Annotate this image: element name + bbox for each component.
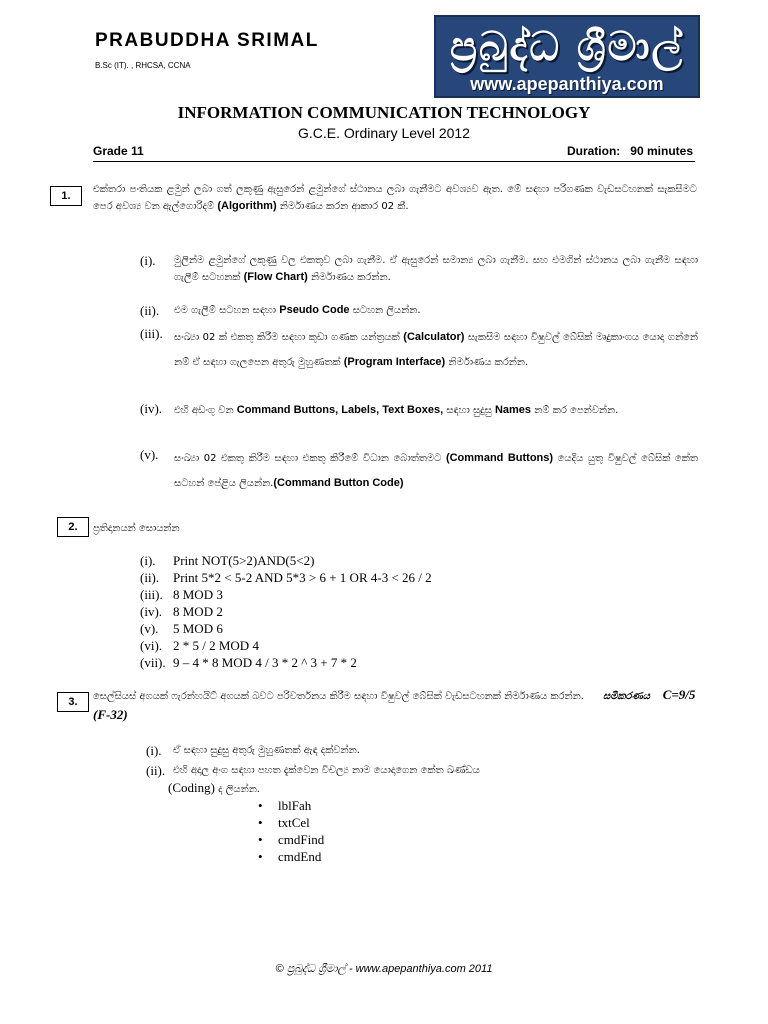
q2-item xyxy=(140,654,432,671)
q1-item-2-part: එම ගැලීම් සටහන සඳහා xyxy=(174,305,280,316)
q1-item-1-number: (i). xyxy=(140,253,156,268)
q2-item-number: (i). xyxy=(140,553,156,568)
q2-item-text: Print NOT(5>2)AND(5<2) xyxy=(173,553,315,568)
question-3-number: 3. xyxy=(57,692,89,712)
exam-level: G.C.E. Ordinary Level 2012 xyxy=(298,125,470,141)
q1-item-2-bold: Pseudo Code xyxy=(279,304,350,316)
list-item xyxy=(258,814,324,831)
q1-item-1-bold: (Flow Chart) xyxy=(243,271,308,283)
q1-item-4-part: එහි අඩංගු වන xyxy=(174,405,237,416)
q1-item-3-part: නිර්මාණය කරන්න. xyxy=(445,357,529,368)
q1-item-4-part: නම් කර පෙන්වන්න. xyxy=(531,405,619,416)
q1-item-4-bold: Names xyxy=(494,404,532,416)
q1-item-5-bold: (Command Button Code) xyxy=(273,477,404,489)
q2-item xyxy=(140,620,432,637)
author-credentials: B.Sc (IT). , RHCSA, CCNA xyxy=(95,61,191,70)
q1-item-4-bold: Command Buttons, Labels, Text Boxes, xyxy=(236,404,444,416)
q1-item-1-part: මුලින්ම ළමුන්ගේ ලකුණු වල එකතුව ලබා ගැනීම. ඒ ඇසුරෙන් සමාන්‍ය ලබා ගැනීම. සහ එමගින් ස්ථානය ලබා ගැනීම සඳහා ගැලීම් සටහනක් xyxy=(174,255,698,283)
bullet-icon: • xyxy=(258,832,263,847)
q1-item-3-part: සැකසීම සඳහා විෂුවල් බේසික් මෘදුකාංගය යොදා ගන්නේ නම් ඒ සඳහා ගැලපෙන අතුරු මුහුණතක් xyxy=(174,332,698,368)
q2-item-number: (vii). xyxy=(140,655,166,670)
brand-logo xyxy=(434,15,700,98)
variable-name: txtCel xyxy=(278,815,310,830)
grade-label: Grade 11 xyxy=(93,144,144,158)
list-item xyxy=(258,831,324,848)
q2-item-text: 8 MOD 2 xyxy=(173,604,223,619)
q3-item-2-number: (ii). xyxy=(146,763,166,778)
question-2-number: 2. xyxy=(57,517,89,537)
q1-item-3-text xyxy=(174,325,698,375)
q1-item-3-bold: (Calculator) xyxy=(403,331,465,343)
q1-item-5-bold: (Command Buttons) xyxy=(445,452,554,464)
q3-coding-term: (Coding) xyxy=(168,780,215,795)
q1-item-4-text xyxy=(174,400,698,421)
q3-intro-text: සෙල්සියස් අගයක් ෆැරන්හයිට් අගයක් බවට පරිවර්තනය කිරීම සඳහා විෂුවල් බේසික් වැඩසටහනක් නිර්මාණය කරන්න. xyxy=(93,691,584,702)
q2-item-number: (ii). xyxy=(140,570,160,585)
q3-formula: C=9/5 (F-32) xyxy=(93,687,696,722)
q1-item-5-part: සංඛ්‍යා 02 එකතු කිරීම සඳහා එකතු කිරීමේ විධාන බොත්තමට xyxy=(174,453,446,464)
question-1-intro xyxy=(93,181,697,215)
q3-item-2-text: එහි අදාල අංග සඳහා පහත දැක්වෙන විචල්‍ය නාම යොදාගෙන කේත ඛණ්ඩය xyxy=(173,765,480,776)
q1-item-3-number: (iii). xyxy=(140,326,163,341)
variable-name: cmdEnd xyxy=(278,849,322,864)
q1-item-1-part: නිර්මාණය කරන්න. xyxy=(307,272,391,283)
q1-item-2-text xyxy=(174,302,698,319)
q2-item-text: 9 – 4 * 8 MOD 4 / 3 * 2 ^ 3 + 7 * 2 xyxy=(173,655,357,670)
q3-formula-label: සමීකරණය xyxy=(603,691,650,702)
bullet-icon: • xyxy=(258,849,263,864)
author-name: PRABUDDHA SRIMAL xyxy=(95,30,319,51)
q1-item-3-bold: (Program Interface) xyxy=(343,356,446,368)
logo-script-text: ප්‍රබුද්ධ ශ්‍රීමාල් xyxy=(449,24,685,70)
q3-item-1-number: (i). xyxy=(146,743,162,758)
list-item xyxy=(258,848,324,865)
q2-item xyxy=(140,552,432,569)
q2-item xyxy=(140,586,432,603)
q2-item-number: (v). xyxy=(140,621,159,636)
q2-item-number: (vi). xyxy=(140,638,163,653)
q1-item-5-part: යෙදිය යුතු විෂුවල් බේසික් කේත සටහන් පේළිය ලියන්න. xyxy=(174,453,698,489)
q2-item xyxy=(140,603,432,620)
q1-intro-text: එක්තරා පංතියක ළමුන් ලබා ගත් ලකුණු ඇසුරෙන් ළමුන්ගේ ස්ථානය ලබා ගැනීමට අවශ්‍යව ඇත. මේ සඳහා පරිගණක වැඩසටහනක් සැකසීමට පෙර අවශ්‍ය වන ඇල්ගොරිදම් xyxy=(93,184,697,212)
q2-item-text: 2 * 5 / 2 MOD 4 xyxy=(173,638,259,653)
q2-item xyxy=(140,569,432,586)
q3-item-1-text: ඒ සඳහා සුදුසු අතුරු මුහුණතක් ඇඳ දක්වන්න. xyxy=(173,745,360,756)
subject-title: INFORMATION COMMUNICATION TECHNOLOGY xyxy=(177,103,591,122)
q1-item-5-text xyxy=(174,446,698,496)
q1-item-1-text xyxy=(174,252,698,286)
header-divider xyxy=(93,161,695,162)
q2-item-text: Print 5*2 < 5-2 AND 5*3 > 6 + 1 OR 4-3 < 26 / 2 xyxy=(173,570,432,585)
q2-item-text: 5 MOD 6 xyxy=(173,621,223,636)
q3-variable-list xyxy=(258,797,324,865)
q2-item-text: 8 MOD 3 xyxy=(173,587,223,602)
q1-intro-bold: (Algorithm) xyxy=(217,200,277,212)
question-3-intro xyxy=(93,686,697,726)
q2-item-list xyxy=(140,552,432,671)
q1-item-4-part: සඳහා සුදුසු xyxy=(443,405,495,416)
q1-item-2-number: (ii). xyxy=(140,303,160,318)
q3-item-2-tail: ද ලියන්න. xyxy=(214,784,260,795)
q1-item-3-part: සංඛ්‍යා 02 ක් එකතු කිරීම සඳහා කුඩා ගණක යන්ත්‍රයක් xyxy=(174,332,404,343)
bullet-icon: • xyxy=(258,798,263,813)
question-1-number: 1. xyxy=(50,186,82,206)
variable-name: cmdFind xyxy=(278,832,325,847)
duration xyxy=(540,144,693,158)
q1-item-2-part: සටහන ලියන්න. xyxy=(349,305,421,316)
list-item xyxy=(258,797,324,814)
q2-item-number: (iii). xyxy=(140,587,163,602)
bullet-icon: • xyxy=(258,815,263,830)
q1-item-4-number: (iv). xyxy=(140,401,163,416)
page-footer: © ප්‍රබුද්ධ ශ්‍රීමාල් - www.apepanthiya.com 2011 xyxy=(275,963,493,975)
variable-name: lblFah xyxy=(278,798,312,813)
duration-value: 90 minutes xyxy=(630,144,693,158)
q1-intro-tail: නිර්මාණය කරන ආකාර 02 කී. xyxy=(276,201,409,212)
question-2-intro: ප්‍රතිදානයන් සොයන්න xyxy=(93,523,180,534)
duration-label: Duration: xyxy=(566,144,621,158)
q3-item-2-continuation xyxy=(168,779,260,798)
logo-url-text: www.apepanthiya.com xyxy=(470,74,664,94)
q1-item-5-number: (v). xyxy=(140,447,159,462)
q2-item-number: (iv). xyxy=(140,604,163,619)
q2-item xyxy=(140,637,432,654)
